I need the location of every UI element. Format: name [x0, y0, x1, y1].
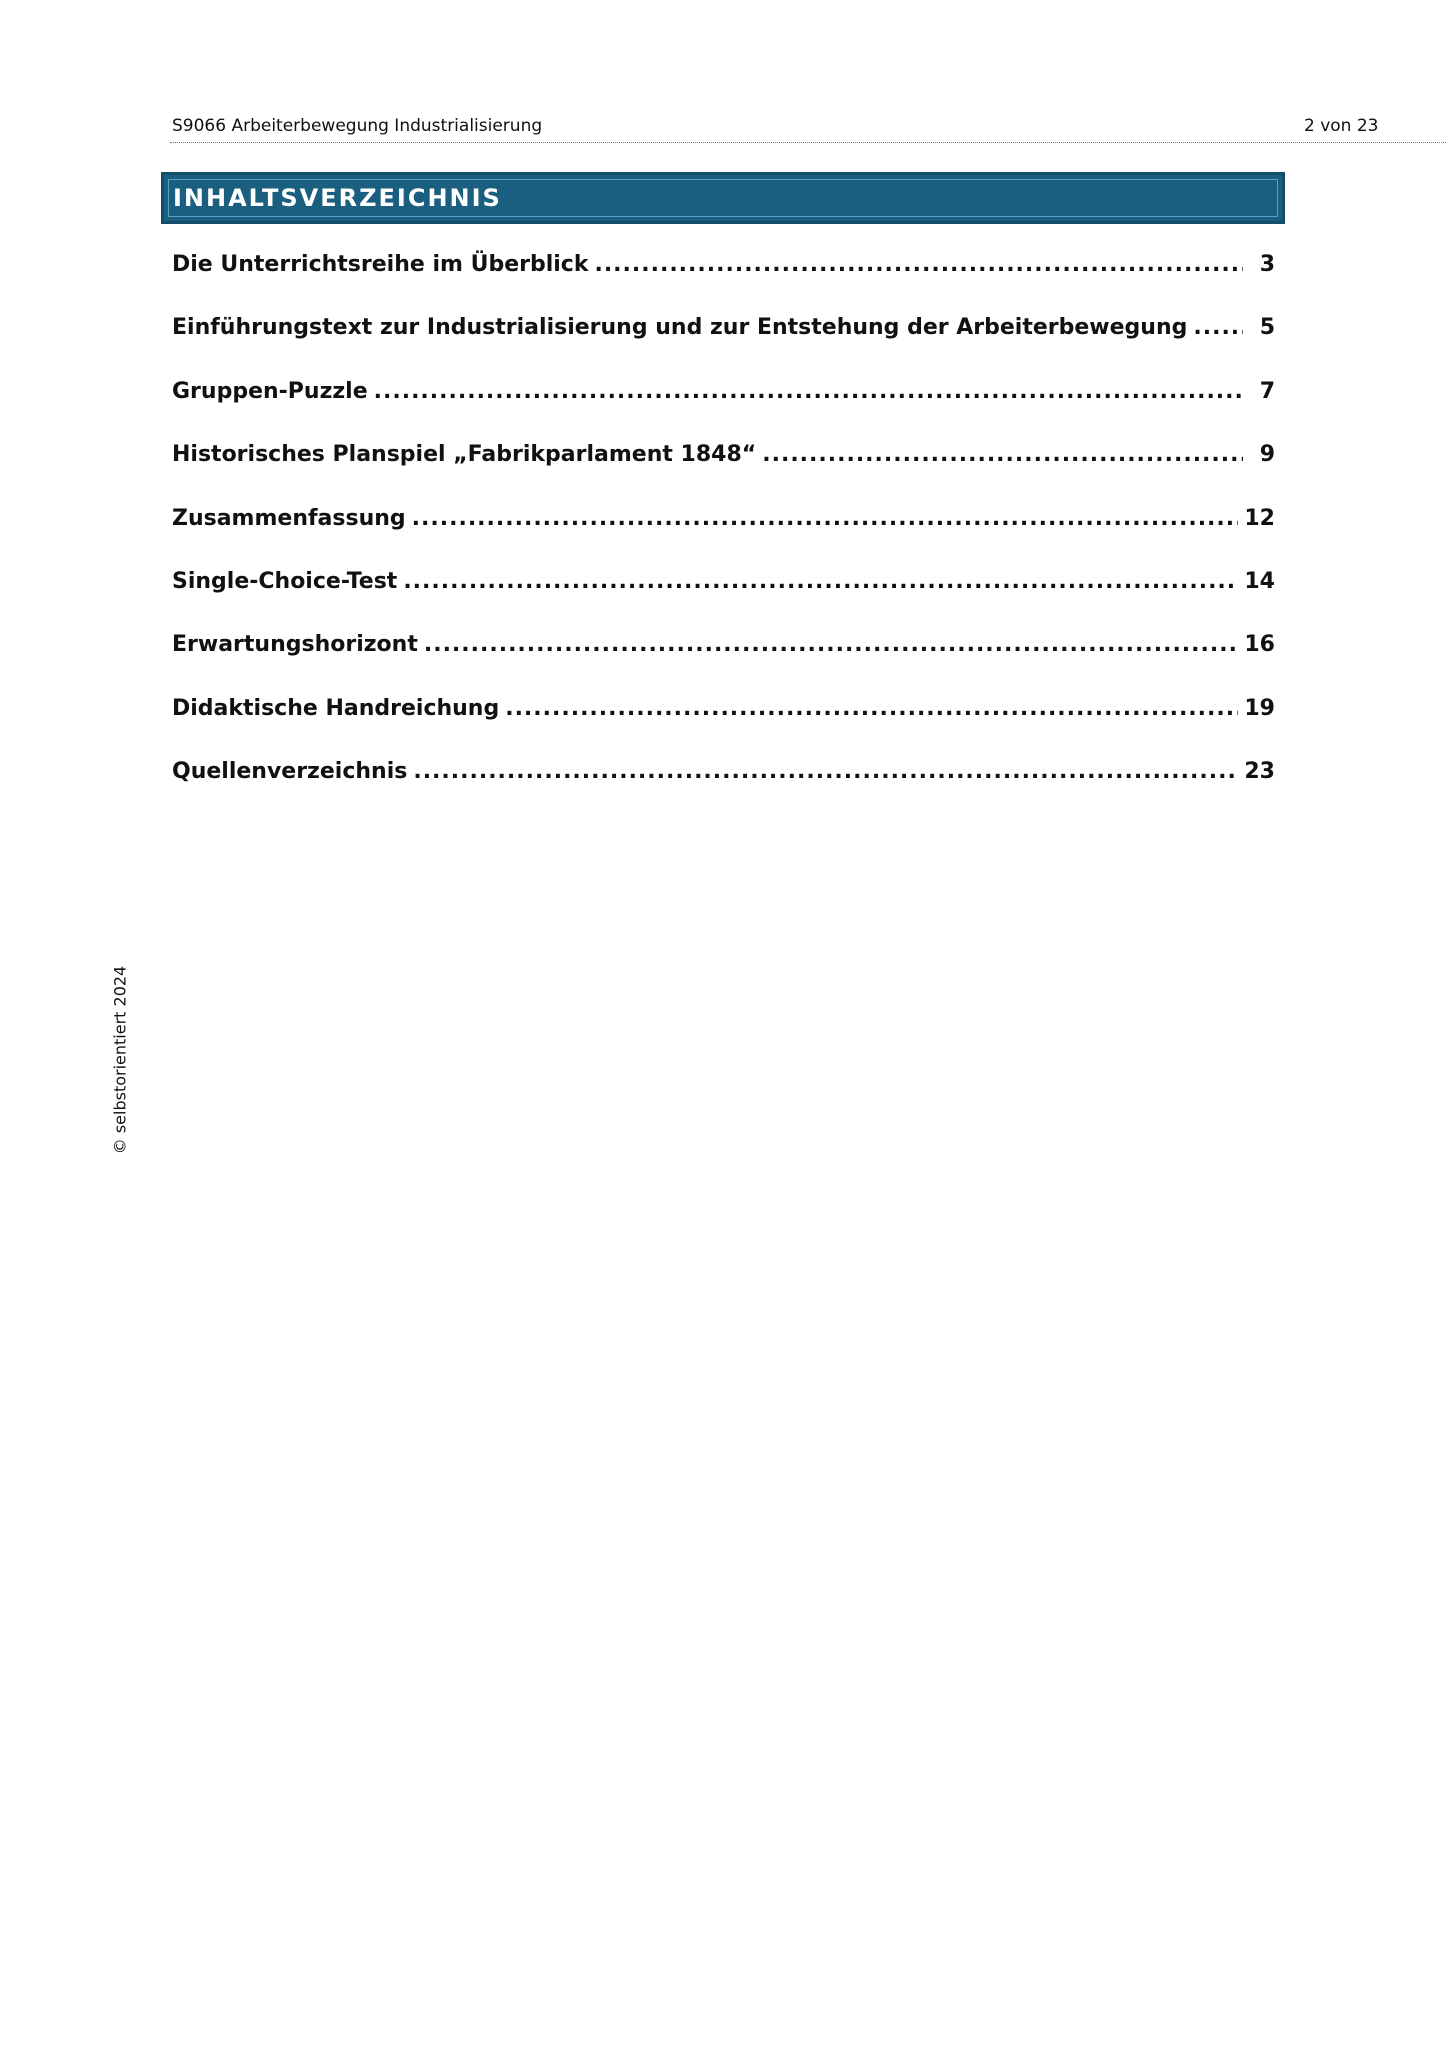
toc-entry-title: Zusammenfassung — [172, 505, 406, 531]
toc-entry-page: 3 — [1259, 252, 1275, 277]
toc-entry[interactable] — [172, 632, 1275, 695]
toc-heading-banner — [161, 172, 1285, 224]
toc-entry[interactable] — [172, 252, 1275, 315]
toc-dot-leader — [594, 252, 1243, 277]
toc-dot-leader — [413, 759, 1238, 784]
toc-heading: INHALTSVERZEICHNIS — [173, 184, 502, 212]
toc-entry-title: Historisches Planspiel „Fabrikparlament 1848“ — [172, 442, 757, 468]
toc-entry-title: Erwartungshorizont — [172, 632, 418, 658]
toc-dot-leader — [374, 379, 1243, 404]
toc-entry-page: 9 — [1259, 442, 1275, 468]
document-title: S9066 Arbeiterbewegung Industrialisierung — [172, 116, 543, 136]
toc-dot-leader — [1193, 315, 1243, 340]
toc-list — [172, 252, 1275, 823]
toc-entry-page: 23 — [1244, 759, 1275, 785]
toc-entry-title: Einführungstext zur Industrialisierung und zur Entstehung der Arbeiterbewegung — [172, 315, 1188, 341]
toc-entry[interactable] — [172, 506, 1275, 569]
toc-dot-leader — [403, 569, 1238, 594]
toc-dot-leader — [412, 506, 1239, 531]
toc-entry[interactable] — [172, 442, 1275, 505]
page-header — [170, 114, 1446, 143]
toc-entry-title: Didaktische Handreichung — [172, 695, 500, 721]
toc-entry[interactable] — [172, 379, 1275, 442]
toc-entry-page: 14 — [1244, 568, 1275, 594]
toc-entry[interactable] — [172, 569, 1275, 632]
toc-entry[interactable] — [172, 315, 1275, 378]
toc-entry-page: 12 — [1244, 505, 1275, 531]
page-number: 2 von 23 — [1304, 116, 1379, 136]
toc-entry-page: 16 — [1244, 632, 1275, 658]
toc-dot-leader — [505, 696, 1238, 721]
toc-dot-leader — [762, 442, 1243, 467]
toc-entry-title: Die Unterrichtsreihe im Überblick — [172, 252, 589, 277]
toc-entry-page: 7 — [1259, 378, 1275, 404]
copyright-notice: © selbstorientiert 2024 — [110, 965, 130, 1155]
toc-entry[interactable] — [172, 759, 1275, 822]
toc-entry-title: Quellenverzeichnis — [172, 759, 408, 785]
toc-entry-title: Single-Choice-Test — [172, 568, 398, 594]
toc-entry-title: Gruppen-Puzzle — [172, 378, 368, 404]
toc-entry[interactable] — [172, 696, 1275, 759]
toc-entry-page: 5 — [1259, 315, 1275, 341]
toc-entry-page: 19 — [1244, 695, 1275, 721]
toc-dot-leader — [424, 632, 1239, 657]
